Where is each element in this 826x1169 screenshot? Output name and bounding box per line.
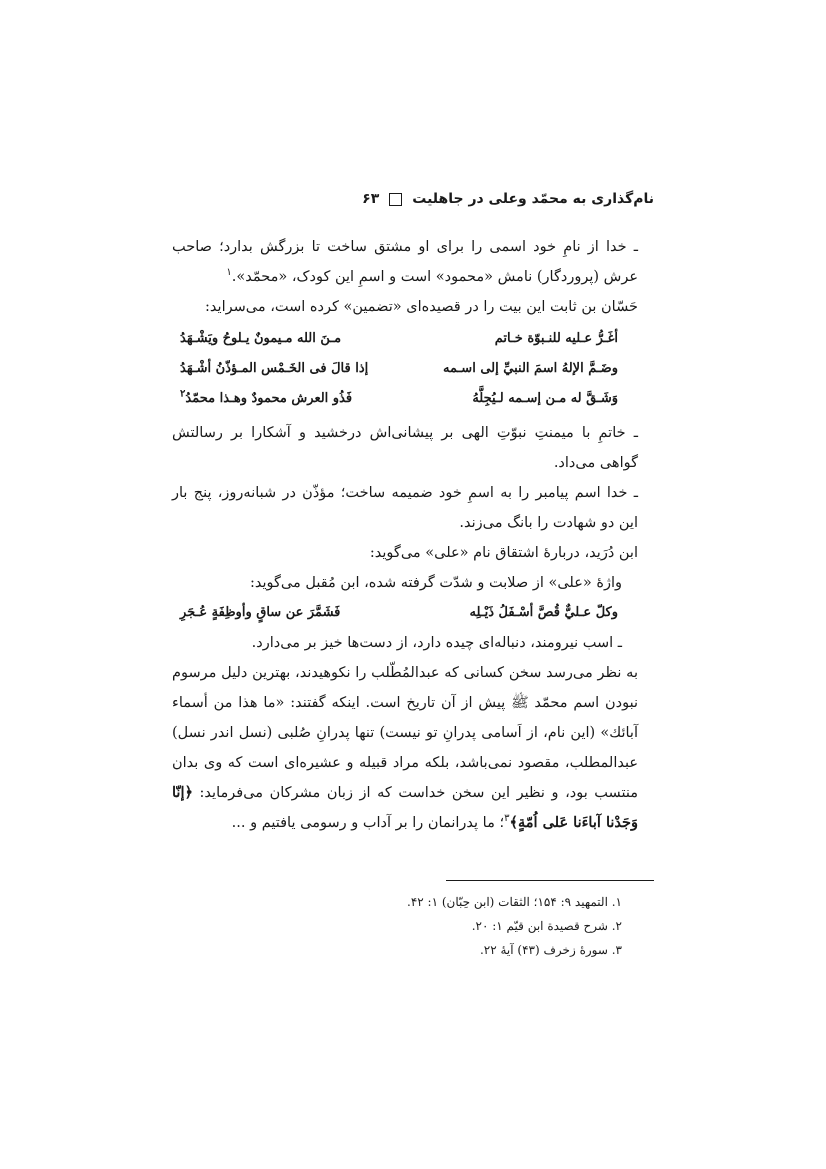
paragraph-text: ؛ ما پدرانمان را بر آداب و رسومی یافتیم و ...	[231, 815, 505, 831]
running-header	[172, 191, 654, 207]
paragraph: ـ خدا اسم پیامبر را به اسمِ خود ضمیمه ساخت؛ مؤذّن در شبانه‌روز، پنج بار این دو شهادت را بانگ می‌زند.	[172, 485, 638, 531]
verse-first-hemistich: وضَـمَّ الإلهُ اسمَ النبيِّ إلى اسـمه	[443, 361, 618, 376]
main-text	[172, 232, 654, 838]
page-number: ۶۳	[362, 191, 380, 207]
footnote: ۲. شرح قصيدة ابن قيّم ۱: ۲۰.	[471, 919, 622, 933]
verse-second-hemistich: فَشَمَّرَ عن ساقٍ وأوظِفَةٍ عُـجَرِ	[180, 605, 341, 620]
verse-second-hemistich	[180, 384, 352, 414]
verse-line	[172, 354, 654, 384]
paragraph-text: ـ خدا از نامِ خود اسمی را برای او مشتق ساخت تا بزرگش بدارد؛ صاحب عرش (پروردگار) نامش «محمود» است و اسمِ این کودک، «محمّد».	[172, 239, 638, 285]
verse-first-hemistich: أغَـرُّ عـليه للنـبوّة خـاتم	[494, 331, 618, 346]
footnote-ref: ۱	[226, 267, 232, 279]
paragraph	[172, 658, 654, 838]
verse-first-hemistich: وَشَـقَّ له مـن إسـمه لـيُجِلَّهُ	[472, 391, 618, 406]
footnotes	[172, 890, 654, 962]
verse-second-text: فَذُو العرش محمودٌ وهـذا محمّدُ	[185, 391, 353, 406]
paragraph: ـ اسب نیرومند، دنباله‌ای چیده دارد، از دست‌ها خیز بر می‌دارد.	[251, 635, 622, 651]
paragraph: ـ خاتمِ با میمنتِ نبوّتِ الهی بر پیشانی‌اش درخشید و آشکارا بر رسالتش گواهی می‌داد.	[172, 425, 638, 471]
verse-line	[172, 598, 654, 628]
verse-line	[172, 384, 654, 414]
quran-quote: ﴿إنّا وَجَدْنا آباءَنا عَلی اُمّةٍ﴾	[172, 784, 638, 831]
verse-line	[172, 324, 654, 354]
paragraph: ابن دُرَید، دربارهٔ اشتقاق نام «علی» می‌گوید:	[369, 545, 638, 561]
footnote-ref: ۳	[504, 813, 510, 825]
footnote-divider	[446, 880, 654, 881]
verse-second-hemistich: مـنَ الله مـيمونٌ يـلوحُ ويَشْـهَدُ	[180, 331, 342, 346]
footnote: ۱. التمهيد ۹: ۱۵۴؛ الثقات (ابن حِبّان) ۱: ۴۲.	[407, 895, 622, 909]
header-title: نام‌گذاری به محمّد وعلی در جاهلیت	[412, 191, 654, 207]
paragraph: حَسّان بن ثابت این بیت را در قصیده‌ای «تضمین» کرده است، می‌سراید:	[205, 299, 638, 315]
verse-second-hemistich: إذا قالَ فی الخَـمْس المـؤذّنُ أشْـهَدُ	[180, 361, 369, 376]
footnote: ۳. سورهٔ زخرف (۴۳) آیهٔ ۲۲.	[479, 943, 622, 957]
footnote-ref: ۲	[180, 388, 186, 400]
paragraph	[172, 232, 654, 292]
square-icon	[389, 193, 402, 206]
poem-verses	[172, 324, 654, 414]
paragraph-text: به نظر می‌رسد سخن کسانی که عبدالمُطّلب را نکوهیدند، بهترین دلیل مرسوم نبودن اسم محمّد ﷺ پیش از آن تاریخ است. اینکه گفتند: «ما هذا من أسماء آبائك» (این نام، از اَسامی پدرانِ تو نیست) تنها پدرانِ صُلبی (نسل اندر نسل) عبدالمطلب، مقصود نمی‌باشد، بلکه مراد قبیله و عشیره‌ای است که وی بدان منتسب بود، و نظیر این سخن خداست که از زبان مشرکان می‌فرماید:	[172, 665, 638, 801]
paragraph: واژهٔ «علی» از صلابت و شدّت گرفته شده، ابن مُقبل می‌گوید:	[249, 575, 622, 591]
verse-first-hemistich: وكلّ عـليٌّ قُصَّ أسْـفَلُ ذَيْـلِه	[469, 605, 618, 620]
